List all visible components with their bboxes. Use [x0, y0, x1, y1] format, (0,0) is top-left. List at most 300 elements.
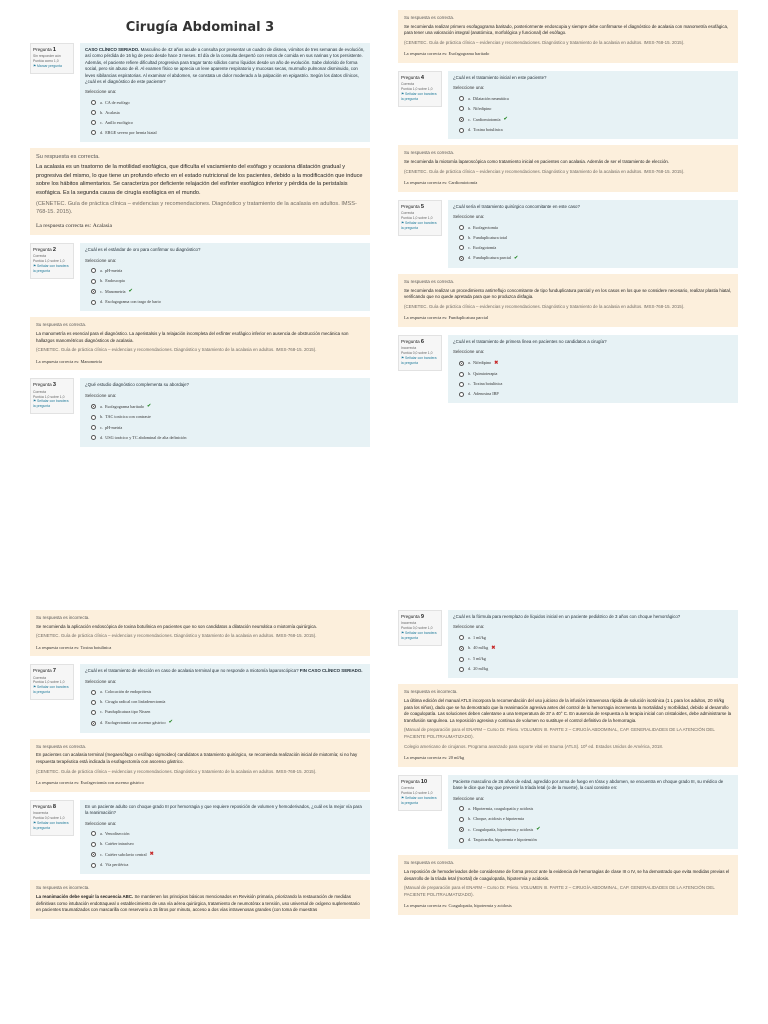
question-status: Puntúa 1,0 sobre 1,0 — [33, 259, 65, 264]
radio-button[interactable] — [91, 130, 96, 135]
feedback-reference-2: Colegio americano de cirujanos. Programa avanzado para soporte vital en trauma (ATLS). 10ª ed. Estados Unidos de América, 2018. — [404, 743, 664, 749]
option-text: Vía periférica — [105, 862, 129, 868]
radio-button[interactable] — [91, 120, 96, 125]
feedback-reference: (CENETEC. Guía de práctica clínica – evidencias y recomendaciones. Diagnóstico y tratamiento de la acalasia en adultos. IMSS-768-15. 2015). — [404, 168, 685, 174]
answer-option[interactable] — [91, 120, 365, 126]
option-letter: c. — [100, 424, 103, 430]
select-prompt: Seleccione una: — [85, 820, 117, 826]
correct-answer-value: Esofagectomía con ascenso gástrico — [80, 780, 144, 786]
question-number: 3 — [52, 382, 57, 389]
answer-option[interactable] — [459, 645, 733, 652]
answer-option[interactable] — [459, 245, 733, 251]
page-3 — [30, 610, 370, 1024]
radio-button[interactable] — [459, 646, 464, 651]
feedback-explanation — [404, 698, 732, 724]
question-status: Correcta — [33, 389, 47, 394]
radio-button[interactable] — [459, 827, 464, 832]
flag-question-button[interactable] — [401, 356, 439, 366]
option-text: Acalasia — [105, 109, 120, 115]
radio-button[interactable] — [459, 256, 464, 261]
question-status: Puntúa 1,0 sobre 1,0 — [33, 680, 65, 685]
answer-option[interactable] — [91, 268, 365, 274]
feedback-explanation — [36, 624, 364, 631]
question-body — [80, 243, 370, 311]
question-list — [398, 71, 738, 403]
correct-answer-value: Esofagograma baritado — [448, 51, 490, 57]
radio-button[interactable] — [459, 817, 464, 822]
question-text-body: Paciente masculino de 26 años de edad, agredido por arma de fuego en tórax y abdomen, se encuentra en choque grado III, su médico de base le dice que hay que prevenir la tríada letal (o de la muerte), la cual consiste en: — [453, 778, 724, 791]
question-text — [85, 47, 365, 85]
option-text: Colocación de endoprótesis — [105, 689, 152, 695]
select-prompt: Seleccione una: — [453, 624, 485, 630]
flag-icon: ⚑ — [33, 399, 37, 404]
radio-button[interactable] — [91, 842, 96, 847]
radio-button[interactable] — [91, 279, 96, 284]
answer-option[interactable] — [459, 635, 733, 641]
question-block — [30, 800, 370, 875]
question-status: Puntúa 1,0 sobre 1,0 — [401, 790, 433, 795]
question-number-label: Pregunta 9 — [401, 614, 425, 620]
option-letter: d. — [100, 129, 104, 135]
radio-button[interactable] — [459, 245, 464, 250]
feedback-explanation — [404, 869, 732, 882]
feedback-explanation — [36, 752, 364, 765]
feedback-explanation — [404, 288, 732, 301]
answer-option[interactable] — [459, 225, 733, 231]
option-text: Nifedipino — [473, 360, 492, 366]
correct-answer-value: Acalasia — [92, 222, 112, 229]
check-icon: ✔ — [503, 116, 508, 122]
radio-button[interactable] — [459, 106, 464, 111]
question-body — [80, 378, 370, 446]
answer-option[interactable] — [459, 360, 733, 367]
check-icon: ✔ — [146, 404, 152, 410]
option-letter: d. — [468, 837, 472, 843]
radio-button[interactable] — [459, 235, 464, 240]
question-list — [398, 610, 738, 915]
option-letter: a. — [468, 805, 471, 811]
flag-icon: ⚑ — [33, 685, 37, 690]
correct-answer-label: La respuesta correcta es: — [36, 358, 80, 364]
option-letter: d. — [468, 127, 472, 133]
radio-button[interactable] — [91, 831, 96, 836]
option-letter: c. — [100, 119, 103, 125]
question-info — [398, 610, 442, 646]
question-status: Puntúa 0,0 sobre 1,0 — [401, 626, 433, 631]
select-prompt: Seleccione una: — [453, 85, 485, 91]
flag-icon: ⚑ — [33, 820, 37, 825]
answer-option[interactable] — [91, 862, 365, 868]
correct-answer-value: Coagulopatía, hipotermia y acidosis — [448, 903, 512, 909]
option-letter: b. — [100, 277, 104, 283]
feedback-box — [30, 317, 370, 370]
correct-answer — [36, 359, 364, 366]
option-letter: d. — [468, 255, 472, 261]
question-block — [398, 71, 738, 139]
select-prompt: Seleccione una: — [453, 349, 485, 355]
option-text: USG torácico y TC abdominal de alta definición — [105, 434, 187, 440]
question-info — [30, 664, 74, 700]
correct-answer — [404, 903, 732, 910]
option-letter: c. — [100, 709, 103, 715]
option-letter: c. — [468, 381, 471, 387]
radio-button[interactable] — [91, 289, 96, 294]
flag-icon: ⚑ — [401, 356, 405, 361]
option-letter: a. — [100, 403, 103, 409]
correct-answer-value: Manometría — [80, 358, 102, 364]
option-letter: c. — [100, 851, 103, 857]
question-info — [30, 800, 74, 836]
question-number-label: Pregunta 8 — [33, 803, 57, 810]
option-text: 1 ml/kg — [473, 634, 486, 640]
option-text: Funduplicatura tipo Nissen — [105, 709, 151, 715]
radio-button[interactable] — [91, 852, 96, 857]
question-number-label: Pregunta 10 — [401, 778, 428, 785]
feedback-box — [30, 610, 370, 656]
answer-option[interactable] — [91, 100, 365, 106]
answer-option[interactable] — [91, 299, 365, 305]
option-text: Endoscopia — [105, 277, 125, 283]
question-text — [85, 804, 365, 817]
question-number-label: Pregunta 4 — [401, 75, 425, 82]
document-title: Cirugía Abdominal 3 — [125, 20, 275, 35]
answer-option[interactable] — [459, 656, 733, 662]
question-6 — [398, 335, 738, 403]
feedback-reference: (Manual de preparación para el ENARM – Curso Dr. Prieto. VOLUMEN III. PARTE 2 – CIRUGÍA ABDOMINAL, CAP. GENERALIDADES DE LA ATENCIÓN DEL PACIENTE POLITRAUMATIZADO). — [404, 727, 715, 739]
option-letter: d. — [100, 720, 104, 726]
option-text: Dilatación neumática — [473, 95, 509, 101]
option-text: 5 ml/kg — [473, 656, 486, 662]
question-number: 7 — [52, 668, 57, 675]
carried-feedback — [30, 610, 370, 656]
feedback-explanation-lead: La reanimación debe seguir la secuencia ABC. — [36, 894, 134, 900]
feedback-reference: (CENETEC. Guía de práctica clínica – evidencias y recomendaciones. Diagnóstico y tratamiento de la acalasia en adultos. IMSS-768-15. 2015). — [36, 768, 317, 774]
flag-icon: ⚑ — [401, 220, 405, 225]
answer-option[interactable] — [459, 837, 733, 843]
option-text: CA de esófago — [105, 99, 130, 105]
feedback-status: Su respuesta es incorrecta. — [36, 615, 90, 620]
question-7 — [30, 664, 370, 791]
option-letter: d. — [100, 434, 104, 440]
flag-label: Señalar con bandera la pregunta — [33, 685, 69, 695]
question-9 — [398, 610, 738, 767]
question-list — [30, 43, 370, 447]
answer-option[interactable] — [91, 288, 365, 295]
question-status: Correcta — [401, 210, 415, 215]
feedback-box — [398, 10, 738, 63]
correct-answer-label: La respuesta correcta es: — [36, 222, 92, 229]
option-text: Cirugía radical con linfadenectomía — [105, 699, 166, 705]
question-status: Puntúa 0,0 sobre 1,0 — [33, 815, 65, 820]
question-status: Sin responder aún — [33, 54, 61, 59]
feedback-box — [30, 148, 370, 235]
correct-answer — [404, 315, 732, 322]
question-status: Correcta — [33, 675, 47, 680]
question-status: Incorrecta — [401, 346, 417, 351]
answer-option[interactable] — [459, 391, 733, 397]
cross-icon: ✖ — [494, 360, 499, 366]
answer-option[interactable] — [91, 841, 365, 847]
answer-option[interactable] — [91, 689, 365, 695]
question-info — [398, 71, 442, 107]
answer-option[interactable] — [91, 425, 365, 431]
question-text-body: Masculino de 42 años acude a consulta por presentar un cuadro de disnea, vómitos de tres semanas de evolución, así como pérdida de 16 kg de peso desde hace 3 meses. El día de la consulta despertó con restos de comida en sus narinas y tos persistente. Además, el paciente refiere dificultad progresiva para tragar tanto sólidos como líquidos desde un año de evolución. Sabe dolorido de forma social, pero sin abuso de él. Al examen físico se aprecia un leve aparente respiratorio y mucosas secas, murmullo pulmonar disminuido, con leves sibilancias espiratorias. Al examinar el abdomen, se constata un dolor moderado a la palpación en epigastrio. Según los datos clínicos, ¿cuál es el diagnóstico de este paciente? — [85, 47, 365, 84]
question-5 — [398, 200, 738, 327]
correct-answer — [36, 780, 364, 787]
question-number: 2 — [52, 247, 57, 254]
question-text — [453, 204, 733, 210]
flag-question-button[interactable] — [401, 92, 439, 102]
flag-question-button[interactable] — [33, 64, 71, 69]
flag-icon: ⚑ — [401, 630, 405, 635]
radio-button[interactable] — [91, 415, 96, 420]
feedback-status: Su respuesta es incorrecta. — [36, 885, 90, 891]
feedback-status: Su respuesta es correcta. — [404, 860, 455, 866]
question-info — [30, 243, 74, 279]
radio-button[interactable] — [91, 110, 96, 115]
question-body — [80, 43, 370, 142]
correct-answer-label: La respuesta correcta es: — [404, 180, 448, 186]
question-8 — [30, 800, 370, 919]
question-text — [453, 339, 733, 345]
option-letter: c. — [468, 656, 471, 662]
radio-button[interactable] — [91, 721, 96, 726]
radio-button[interactable] — [91, 690, 96, 695]
option-letter: b. — [100, 699, 104, 705]
question-block — [398, 775, 738, 850]
radio-button[interactable] — [459, 657, 464, 662]
flag-question-button[interactable] — [33, 399, 71, 409]
feedback-box — [30, 880, 370, 918]
radio-button[interactable] — [91, 700, 96, 705]
question-text-body: ¿Cuál es el tratamiento de elección en caso de acalasia terminal que no responde a miotomía laparoscópica? — [85, 668, 299, 674]
question-body — [80, 800, 370, 875]
question-status: Correcta — [33, 254, 47, 259]
answer-option[interactable] — [459, 96, 733, 102]
radio-button[interactable] — [459, 128, 464, 133]
cross-icon: ✖ — [491, 645, 496, 651]
question-status: Incorrecta — [401, 621, 417, 626]
radio-button[interactable] — [459, 117, 464, 122]
flag-label: Señalar con bandera la pregunta — [33, 820, 69, 830]
radio-button[interactable] — [459, 806, 464, 811]
answer-option[interactable] — [459, 106, 733, 112]
answer-option[interactable] — [91, 831, 365, 837]
question-status: Correcta — [401, 82, 415, 87]
option-text: Funduplicatura parcial — [473, 255, 512, 261]
feedback-explanation-text: Se mantienen los principios básicos mencionados en Revisión primaria, priorizando la restauración de medidas definitivas como intubación endotraqueal o establecimiento de una vía aérea quirúrgica, tratamiento de neumotórax a tensión, uso universal de oxígeno suplementario en pacientes traumatizados con mascarilla con reservorio a 15 litros por minuto, acceso a dos vías intravenosas grandes (con toma de muestras — [36, 894, 360, 913]
flag-question-button[interactable] — [33, 821, 71, 831]
option-letter: a. — [100, 830, 103, 836]
option-letter: d. — [468, 391, 472, 397]
flag-icon: ⚑ — [33, 264, 37, 269]
option-text: Catéter subclavio central — [105, 851, 147, 857]
feedback-status: Su respuesta es correcta. — [404, 15, 455, 20]
question-status: Correcta — [401, 785, 415, 790]
question-block — [30, 43, 370, 142]
option-text: Choque, acidosis e hipotermia — [473, 815, 524, 821]
answer-option[interactable] — [91, 435, 365, 441]
option-letter: c. — [468, 116, 471, 122]
feedback-reference: (CENETEC. Guía de práctica clínica – evidencias y recomendaciones. Diagnóstico y tratamiento de la acalasia en adultos. IMSS-768-15. 2015). — [36, 633, 317, 639]
feedback-explanation — [404, 24, 732, 37]
feedback-explanation — [36, 163, 364, 197]
question-info — [398, 200, 442, 236]
radio-button[interactable] — [91, 268, 96, 273]
question-status: Puntúa 0,0 sobre 1,0 — [401, 351, 433, 356]
flag-question-button[interactable] — [401, 796, 439, 806]
feedback-reference: (Manual de preparación para el ENARM – Curso Dr. Prieto. VOLUMEN III. PARTE 2 – CIRUGÍA ABDOMINAL, CAP. GENERALIDADES DE LA ATENCIÓN DEL PACIENTE POLITRAUMATIZADO). — [404, 885, 715, 897]
radio-button[interactable] — [91, 863, 96, 868]
option-text: TAC torácica con contraste — [105, 414, 151, 420]
page-2 — [398, 10, 738, 520]
radio-button[interactable] — [459, 96, 464, 101]
feedback-explanation — [404, 159, 732, 166]
answer-option[interactable] — [459, 806, 733, 812]
answer-option[interactable] — [459, 127, 733, 133]
question-number-label: Pregunta 1 — [33, 47, 57, 53]
question-number-label: Pregunta 5 — [401, 203, 425, 210]
option-text: Hipotermia, coagulopatía y acidosis — [473, 805, 534, 811]
feedback-explanation-text: Se recomienda realizar primero esofagograma baritado, posteriormente endoscopia y siempre debe confirmarse el diagnóstico de acalasia con manometría esofágica, para tener una valoración integral (anatómica, morfológica y funcional) del esófago. — [404, 23, 729, 36]
radio-button[interactable] — [459, 667, 464, 672]
radio-button[interactable] — [459, 635, 464, 640]
correct-answer — [404, 755, 732, 762]
radio-button[interactable] — [91, 300, 96, 305]
answer-option[interactable] — [459, 826, 733, 833]
question-text-body: ¿Qué estudio diagnóstico complementa su abordaje? — [85, 382, 189, 388]
answer-option[interactable] — [459, 381, 733, 387]
answer-option[interactable] — [459, 371, 733, 377]
feedback-explanation-text: La reposición de hemoderivados debe considerarse de forma precoz ante la evidencia de hemorragias de clase III o IV, se ha demostrado que evita medidas previas el desarrollo de la tríada letal (mortal) de coagulopatía, hipotermia y acidosis. — [404, 869, 730, 881]
option-text: Manometría — [105, 288, 126, 294]
option-letter: b. — [468, 234, 472, 240]
answer-option[interactable] — [459, 666, 733, 672]
answer-option[interactable] — [91, 110, 365, 116]
question-block — [398, 610, 738, 678]
answer-option[interactable] — [91, 719, 365, 726]
option-text: pH-metría — [105, 267, 123, 273]
radio-button[interactable] — [459, 382, 464, 387]
option-letter: a. — [468, 634, 471, 640]
question-info — [398, 775, 442, 811]
question-1 — [30, 43, 370, 235]
answer-option[interactable] — [91, 278, 365, 284]
correct-answer — [404, 180, 732, 187]
flag-icon: ⚑ — [401, 92, 405, 97]
check-icon: ✔ — [514, 255, 519, 261]
question-body — [80, 664, 370, 732]
flag-question-button[interactable] — [33, 685, 71, 695]
radio-button[interactable] — [459, 225, 464, 230]
correct-answer-label: La respuesta correcta es: — [404, 315, 448, 321]
question-list — [30, 664, 370, 918]
feedback-box — [398, 684, 738, 766]
radio-button[interactable] — [91, 404, 96, 409]
answer-option[interactable] — [91, 851, 365, 858]
radio-button[interactable] — [91, 100, 96, 105]
radio-button[interactable] — [459, 361, 464, 366]
feedback-explanation-text: Se recomienda la aplicación endoscópica de toxina botulínica en pacientes que no son candidatos a dilatación neumática o miotomía quirúrgica. — [36, 623, 317, 629]
option-text: Esofagectomía con ascenso gástrico — [105, 720, 166, 726]
question-block — [30, 664, 370, 732]
feedback-explanation — [36, 331, 364, 344]
answer-option[interactable] — [91, 699, 365, 705]
check-icon: ✔ — [536, 827, 541, 833]
radio-button[interactable] — [91, 435, 96, 440]
question-number-label: Pregunta 2 — [33, 247, 57, 254]
answer-option[interactable] — [459, 255, 733, 262]
answer-option[interactable] — [459, 235, 733, 241]
question-info — [30, 378, 74, 414]
question-number: 6 — [420, 339, 425, 346]
question-number: 1 — [52, 47, 57, 53]
feedback-status: Su respuesta es correcta. — [404, 279, 455, 285]
answer-option[interactable] — [91, 414, 365, 420]
radio-button[interactable] — [459, 838, 464, 843]
answer-option[interactable] — [459, 816, 733, 822]
radio-button[interactable] — [91, 425, 96, 430]
feedback-status: Su respuesta es correcta. — [36, 743, 87, 749]
flag-label: Señalar con bandera la pregunta — [401, 220, 437, 230]
question-status: Incorrecta — [33, 810, 49, 815]
question-number: 10 — [420, 778, 428, 785]
feedback-explanation-text: Se recomienda la miotomía laparoscópica como tratamiento inicial en pacientes con acalasia. Además de ser el tratamiento de elección. — [404, 158, 670, 164]
question-text-body: ¿Cuál es el tratamiento de primera línea en pacientes no candidatos a cirugía? — [453, 339, 607, 345]
flag-label: Señalar con bandera la pregunta — [401, 630, 437, 640]
option-letter: c. — [468, 244, 471, 250]
question-text-body: ¿Cuál es la fórmula para reemplazo de líquidos inicial en un paciente pediátrico de 3 años con choque hemorrágico? — [453, 614, 681, 619]
feedback-explanation — [36, 894, 364, 914]
select-prompt: Seleccione una: — [85, 89, 117, 95]
correct-answer-value: Toxina botulínica — [80, 644, 112, 650]
page-4 — [398, 610, 738, 1024]
feedback-explanation-text: En pacientes con acalasia terminal (megaesófago o esófago sigmoideo) candidatos a tratamiento quirúrgico, se recomienda realización inicial de miotomía; si no hay respuesta terapéutica está indicada la esofagectomía con ascenso gástrico. — [36, 752, 358, 764]
answer-option[interactable] — [91, 403, 365, 410]
option-letter: a. — [100, 267, 103, 273]
option-text: Taquicardia, hipotermia e hipotensión — [473, 837, 537, 843]
select-prompt: Seleccione una: — [85, 678, 117, 684]
feedback-status: Su respuesta es correcta. — [404, 150, 455, 156]
question-body — [448, 775, 738, 850]
radio-button[interactable] — [459, 392, 464, 397]
question-body — [448, 335, 738, 403]
radio-button[interactable] — [459, 372, 464, 377]
option-letter: c. — [468, 826, 471, 832]
question-body — [448, 200, 738, 268]
question-number-label: Pregunta 7 — [33, 668, 57, 675]
question-text — [85, 668, 365, 674]
answer-option[interactable] — [91, 709, 365, 715]
flag-question-button[interactable] — [33, 264, 71, 274]
option-text: Cardiomiotomía — [473, 116, 501, 122]
question-status: Puntúa 1,0 sobre 1,0 — [33, 394, 65, 399]
question-text — [453, 614, 733, 620]
question-3 — [30, 378, 370, 446]
option-text: Funduplicatura total — [473, 234, 508, 240]
feedback-box — [30, 739, 370, 792]
flag-icon: ⚑ — [33, 63, 37, 68]
correct-answer — [404, 51, 732, 58]
option-letter: a. — [100, 99, 103, 105]
page-1 — [30, 10, 370, 525]
flag-question-button[interactable] — [401, 631, 439, 641]
flag-question-button[interactable] — [401, 221, 439, 231]
radio-button[interactable] — [91, 710, 96, 715]
answer-option[interactable] — [91, 130, 365, 136]
option-text: 20 ml/kg — [473, 666, 489, 672]
answer-option[interactable] — [459, 116, 733, 123]
